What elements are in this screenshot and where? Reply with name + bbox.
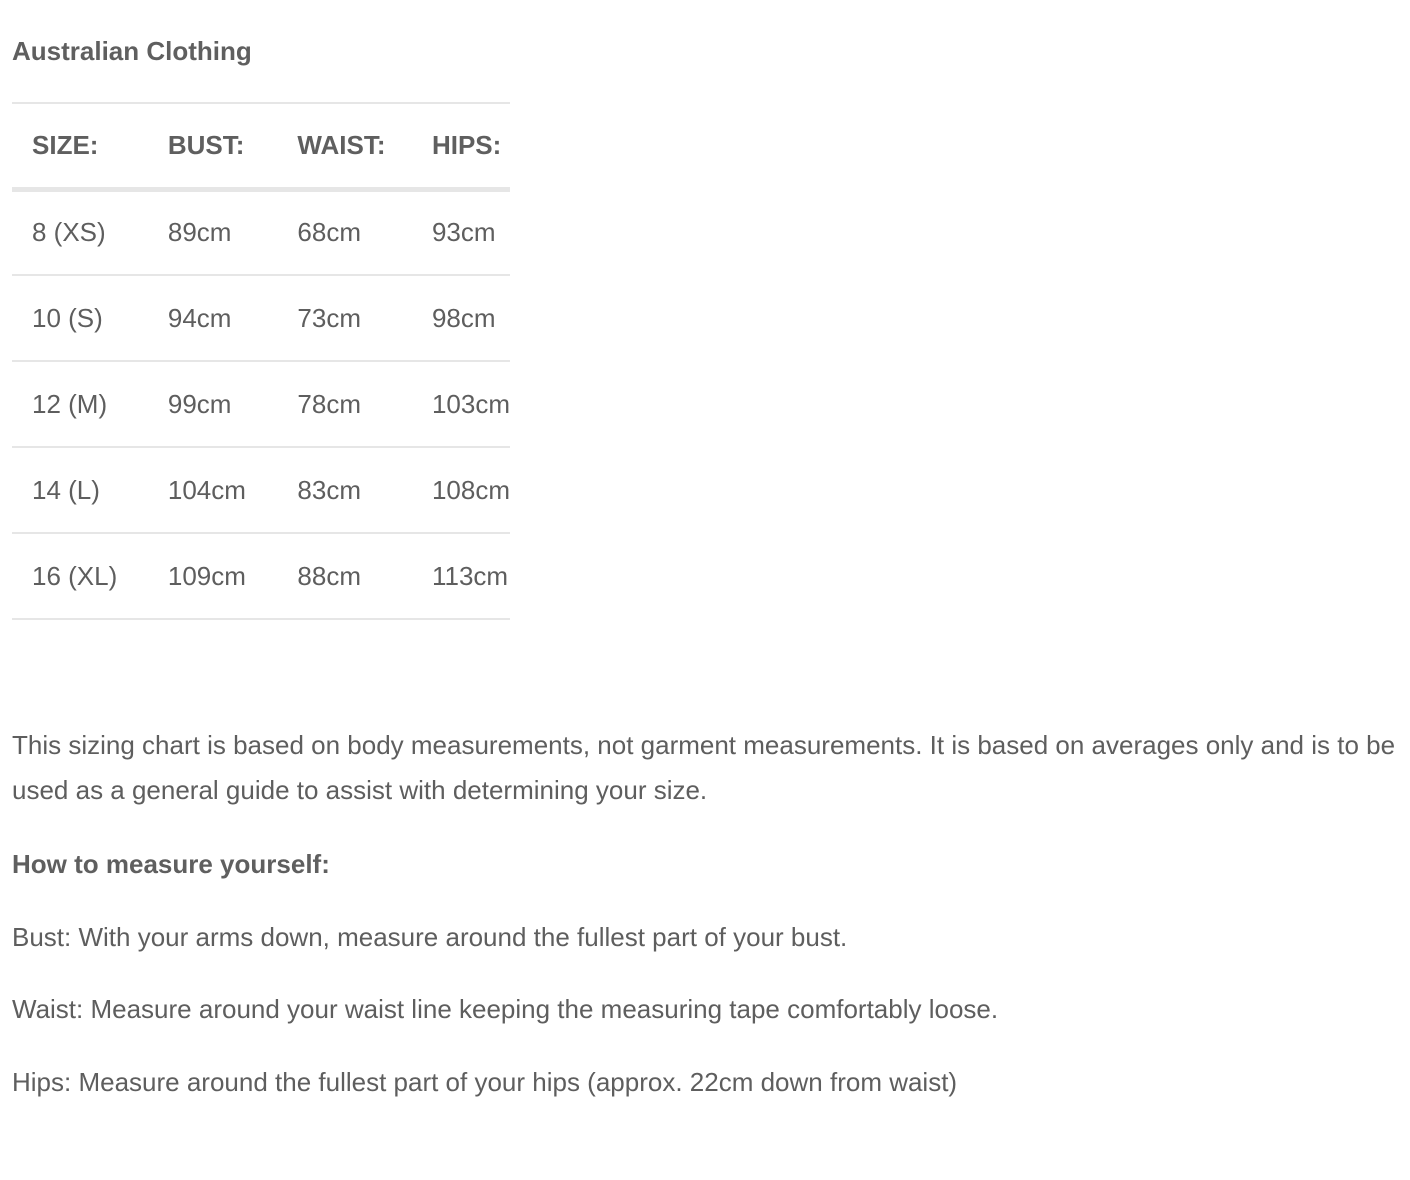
cell-hips: 93cm [412,189,510,275]
cell-bust: 89cm [148,189,278,275]
cell-waist: 88cm [277,533,412,619]
measure-bust: Bust: With your arms down, measure around the fullest part of your bust. [12,922,848,952]
size-chart-table [12,102,510,620]
measure-hips: Hips: Measure around the fullest part of your hips (approx. 22cm down from waist) [12,1067,958,1097]
measure-heading: How to measure yourself: [12,849,330,879]
cell-size: 14 (L) [12,447,148,533]
cell-hips: 113cm [412,533,510,619]
cell-hips: 103cm [412,361,510,447]
table-row [12,447,510,533]
table-row [12,533,510,619]
table-row [12,275,510,361]
disclaimer-line-1: This sizing chart is based on body measurements, not garment measurements. It is based on averages only and is to be [12,730,1396,760]
cell-bust: 99cm [148,361,278,447]
table-row [12,361,510,447]
cell-size: 16 (XL) [12,533,148,619]
cell-waist: 83cm [277,447,412,533]
cell-size: 8 (XS) [12,189,148,275]
cell-size: 12 (M) [12,361,148,447]
header-waist: WAIST: [277,103,412,189]
cell-bust: 94cm [148,275,278,361]
cell-waist: 78cm [277,361,412,447]
table-row [12,189,510,275]
cell-size: 10 (S) [12,275,148,361]
cell-waist: 73cm [277,275,412,361]
disclaimer-line-2: used as a general guide to assist with determining your size. [12,775,708,805]
measure-waist: Waist: Measure around your waist line keeping the measuring tape comfortably loose. [12,994,999,1024]
table-header-row [12,103,510,189]
header-bust: BUST: [148,103,278,189]
cell-waist: 68cm [277,189,412,275]
cell-hips: 108cm [412,447,510,533]
cell-bust: 104cm [148,447,278,533]
header-size: SIZE: [12,103,148,189]
header-hips: HIPS: [412,103,510,189]
page-title: Australian Clothing [12,36,252,66]
cell-bust: 109cm [148,533,278,619]
cell-hips: 98cm [412,275,510,361]
